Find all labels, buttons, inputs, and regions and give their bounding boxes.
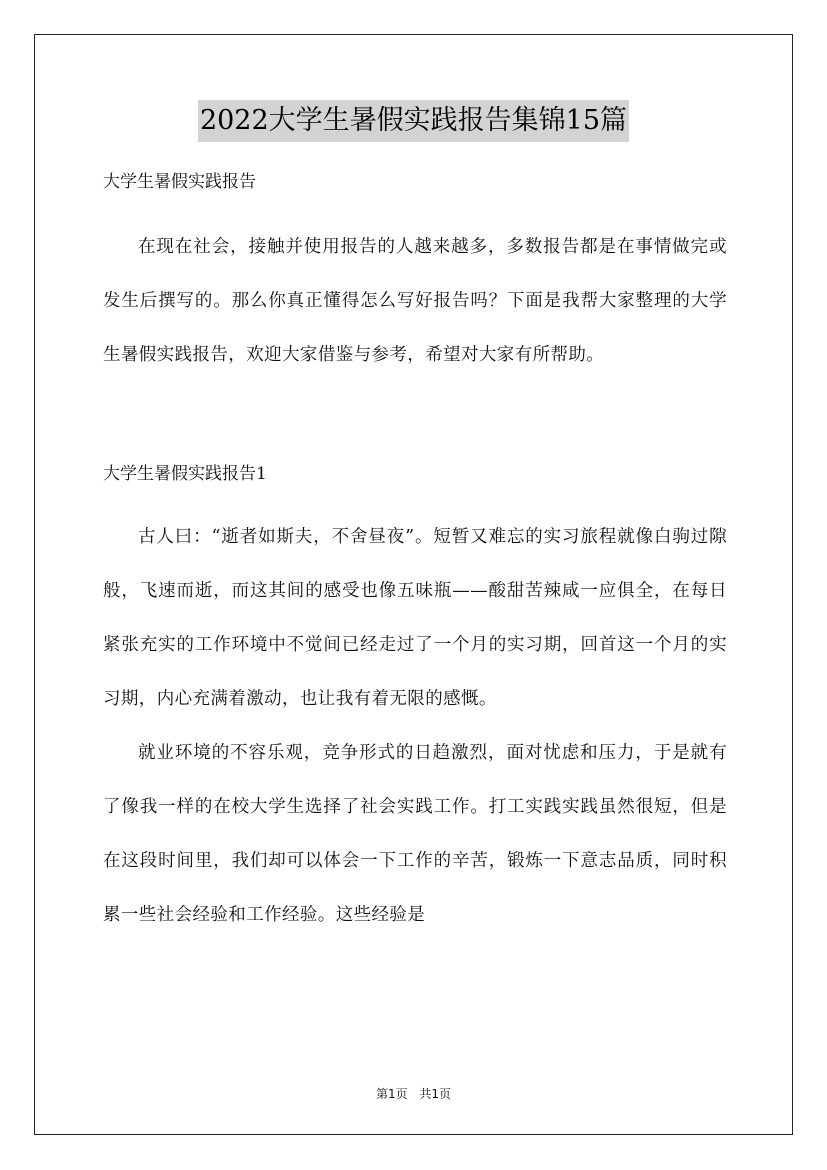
document-title: 2022大学生暑假实践报告集锦15篇 bbox=[198, 100, 629, 142]
paragraph: 就业环境的不容乐观，竞争形式的日趋激烈，面对忧虑和压力，于是就有了像我一样的在校大学生选择了社会实践工作。打工实践实践虽然很短，但是在这段时间里，我们却可以体会一下工作的辛苦，锻炼一下意志品质，同时积累一些社会经验和工作经验。这些经验是 bbox=[103, 743, 727, 925]
page-total: 共1页 bbox=[419, 1087, 452, 1101]
title-block bbox=[0, 100, 827, 142]
paragraph: 古人曰：“逝者如斯夫，不舍昼夜”。短暂又难忘的实习旅程就像白驹过隙般，飞速而逝，而这其间的感受也像五味瓶——酸甜苦辣咸一应俱全，在每日紧张充实的工作环境中不觉间已经走过了一个月的实习期，回首这一个月的实习期，内心充满着激动，也让我有着无限的感慨。 bbox=[103, 527, 727, 709]
section-heading: 大学生暑假实践报告 bbox=[103, 172, 256, 192]
section-heading: 大学生暑假实践报告1 bbox=[103, 464, 267, 484]
page-number: 第1页 bbox=[375, 1087, 408, 1101]
paragraph: 在现在社会，接触并使用报告的人越来越多，多数报告都是在事情做完或发生后撰写的。那么你真正懂得怎么写好报告吗？下面是我帮大家整理的大学生暑假实践报告，欢迎大家借鉴与参考，希望对大家有所帮助。 bbox=[103, 237, 727, 365]
document-body bbox=[103, 170, 727, 942]
page-footer bbox=[0, 1085, 827, 1102]
